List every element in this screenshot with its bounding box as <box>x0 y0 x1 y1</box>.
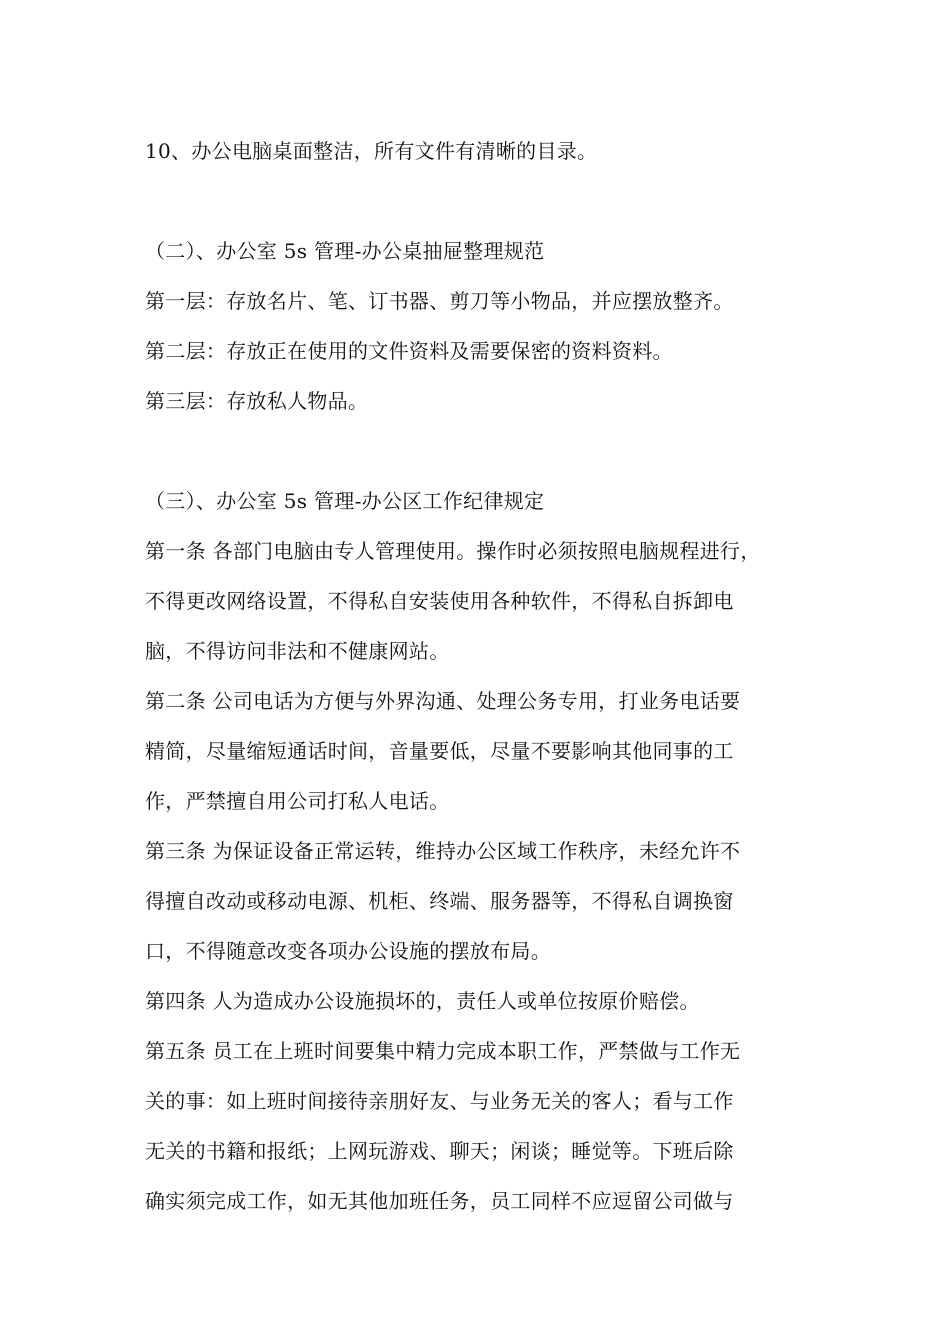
article-3-line: 得擅自改动或移动电源、机柜、终端、服务器等，不得私自调换窗 <box>145 889 734 913</box>
item-10-text: 10、办公电脑桌面整洁，所有文件有清晰的目录。 <box>145 139 598 163</box>
article-1-line: 第一条 各部门电脑由专人管理使用。操作时必须按照电脑规程进行， <box>145 539 761 563</box>
article-3-line: 第三条 为保证设备正常运转，维持办公区域工作秩序，未经允许不 <box>145 839 741 863</box>
drawer-layer-3-text: 第三层：存放私人物品。 <box>145 389 369 413</box>
article-1-line: 不得更改网络设置，不得私自安装使用各种软件，不得私自拆卸电 <box>145 589 734 613</box>
section-2-heading: （二）、办公室 5s 管理-办公桌抽屉整理规范 <box>145 239 545 263</box>
article-2-line: 第二条 公司电话为方便与外界沟通、处理公务专用，打业务电话要 <box>145 689 741 713</box>
article-3-line: 口，不得随意改变各项办公设施的摆放布局。 <box>145 939 551 963</box>
article-2-line: 作，严禁擅自用公司打私人电话。 <box>145 789 450 813</box>
drawer-layer-1-text: 第一层：存放名片、笔、订书器、剪刀等小物品，并应摆放整齐。 <box>145 289 734 313</box>
article-5-line: 关的事：如上班时间接待亲朋好友、与业务无关的客人；看与工作 <box>145 1089 734 1113</box>
section-3-heading: （三）、办公室 5s 管理-办公区工作纪律规定 <box>145 489 545 513</box>
article-5-line: 无关的书籍和报纸；上网玩游戏、聊天；闲谈；睡觉等。下班后除 <box>145 1139 734 1163</box>
article-4-line: 第四条 人为造成办公设施损坏的，责任人或单位按原价赔偿。 <box>145 989 700 1013</box>
drawer-layer-2-text: 第二层：存放正在使用的文件资料及需要保密的资料资料。 <box>145 339 673 363</box>
article-1-line: 脑，不得访问非法和不健康网站。 <box>145 639 450 663</box>
article-5-line: 第五条 员工在上班时间要集中精力完成本职工作，严禁做与工作无 <box>145 1039 741 1063</box>
article-2-line: 精简，尽量缩短通话时间，音量要低，尽量不要影响其他同事的工 <box>145 739 734 763</box>
article-5-line: 确实须完成工作，如无其他加班任务，员工同样不应逗留公司做与 <box>145 1189 734 1213</box>
